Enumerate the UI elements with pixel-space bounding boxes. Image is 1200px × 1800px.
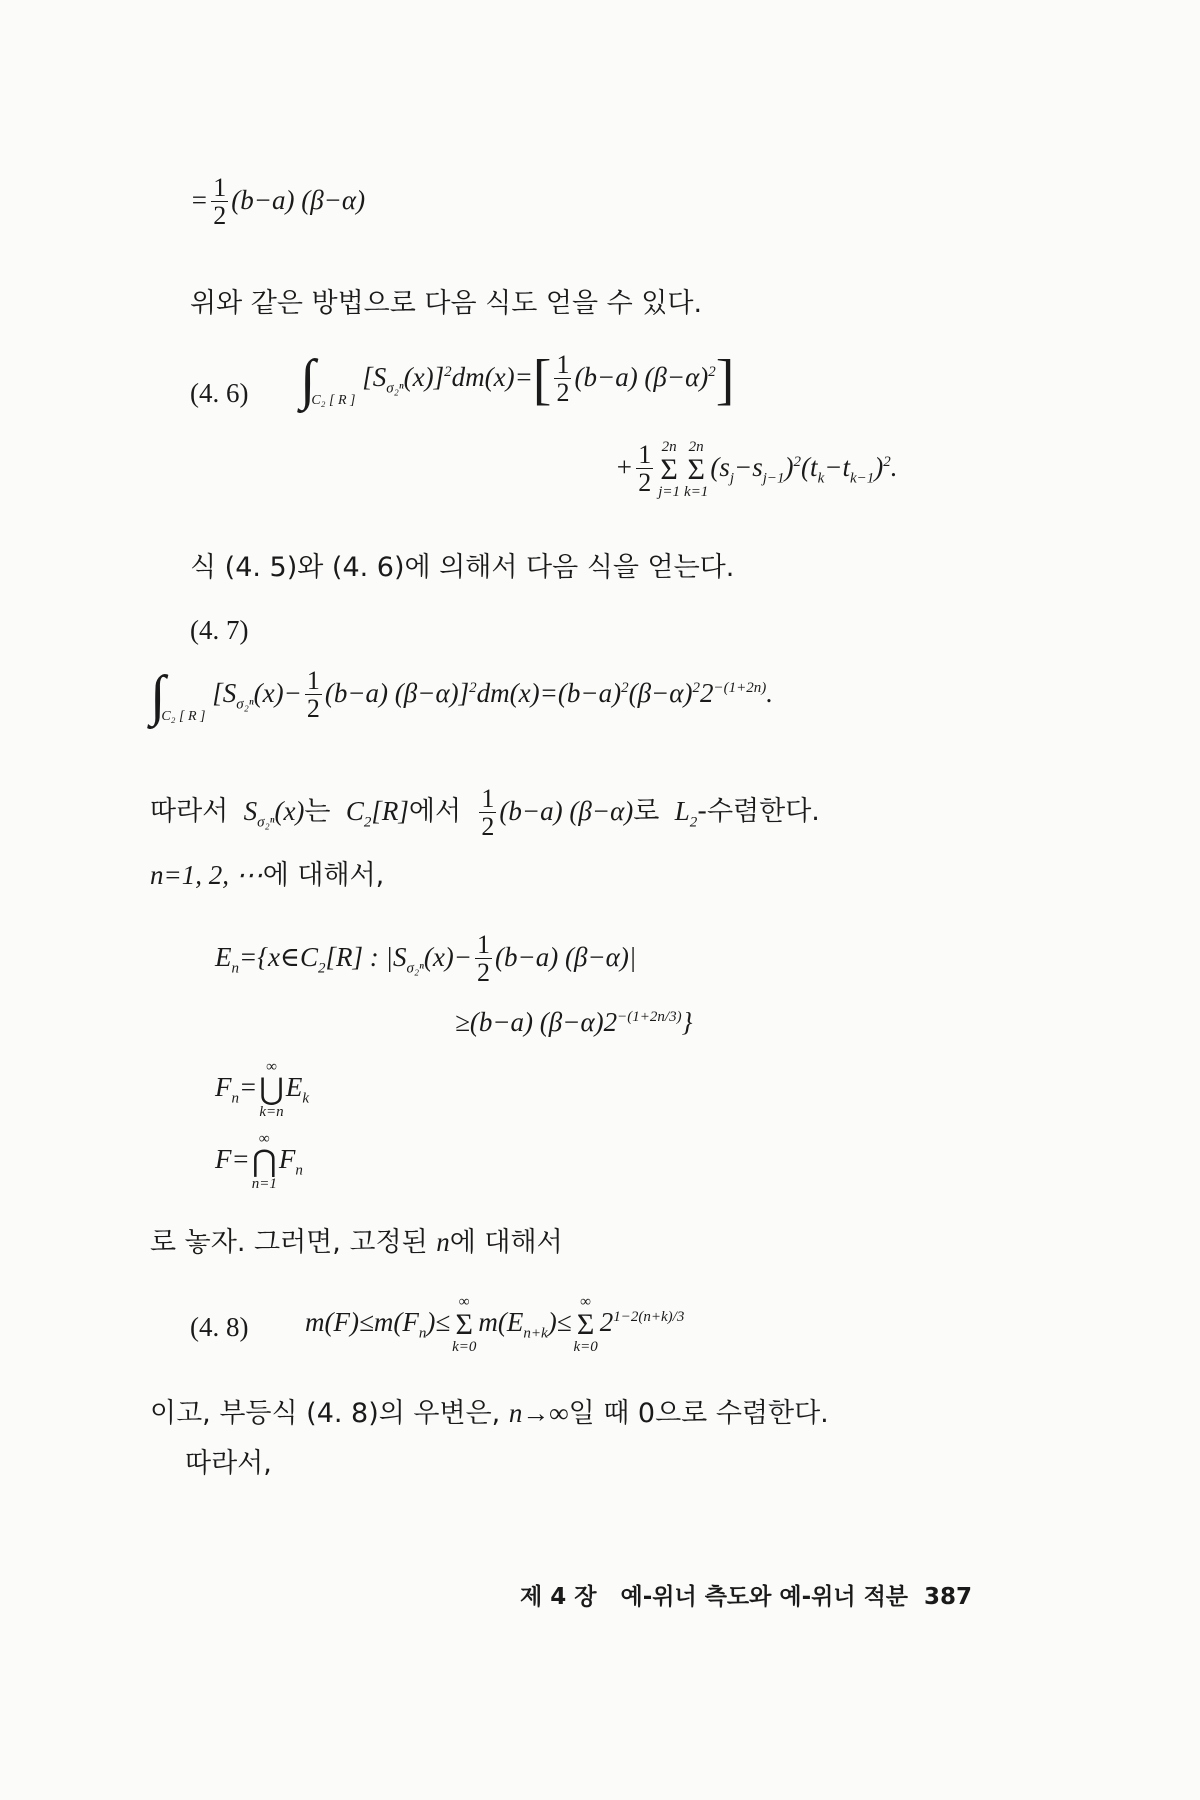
text-line-3-c: 에서 <box>408 796 462 827</box>
page-number: 387 <box>924 1584 973 1610</box>
equation-en-part-2: ≥(b−a) $(\beta-\alpha)2^{-(1+2n/3)}$} <box>455 1007 693 1037</box>
equation-4-6-part-2: + $\frac{1}{2}$ 2n Σ j=1 2n Σ k=1 $(s_j-s_{j-1})^2(t_k-t_{k-1})^2$. <box>615 439 898 500</box>
text-line-3-e: -수렴한다. <box>697 796 820 827</box>
text-line-4: n=1, 2, ⋯에 대해서, <box>150 860 385 891</box>
text-line-3: 따라서 $S_{\sigma_2^n}(x)$는 $C_2[R]$에서 $\frac{1}{2}$ (b−a) (β−α)로 $L_2-$수렴한다. <box>150 784 820 841</box>
page-footer <box>520 1578 972 1611</box>
equation-top: = $\frac{1}{2}$ (b−a) (β−α) <box>190 173 366 230</box>
text-line-2: 식 (4. 5)와 (4. 6)에 의해서 다음 식을 얻는다. <box>190 552 735 583</box>
equation-4-8: $m(F)\le m(F_n)\le$ ∞ Σ k=0 $m(E_{n+k})\le$ ∞ Σ k=0 $2^{1-2(n+k)/3}$ <box>305 1294 685 1355</box>
text-line-6-a: 이고, 부등식 (4. 8)의 우변은, <box>150 1398 501 1429</box>
equation-en-part-1: $E_n=\{x\in C_2[R]$ : $|S_{\sigma_2^n}(x)-$ $\frac{1}{2}$ (b−a) (β−α)| <box>215 930 637 987</box>
text-line-6-b: 일 때 0으로 수렴한다. <box>568 1398 829 1429</box>
equation-label-4-7: (4. 7) <box>190 615 249 645</box>
equation-f: F= ∞ ⋂ n=1 $F_n$ <box>215 1131 303 1192</box>
text-line-1: 위와 같은 방법으로 다음 식도 얻을 수 있다. <box>190 288 703 319</box>
text-line-5-b: 에 대해서 <box>449 1227 563 1258</box>
text-line-7: 따라서, <box>185 1448 272 1479</box>
footer-title: 예-위너 측도와 예-위너 적분 <box>620 1584 909 1610</box>
equation-4-6-part-1: $\int_{C_2 [ R ]}$ $[S_{\sigma_2^n}(x)]^2dm(x)=$[ $\frac{1}{2}$ (b−a) $(\beta-\alpha)^2$] <box>300 349 735 411</box>
equation-fn: $F_n=$ ∞ ⋃ k=n $E_k$ <box>215 1059 310 1120</box>
text-line-3-b: 는 <box>304 796 331 827</box>
text-line-5: 로 놓자. 그러면, 고정된 n에 대해서 <box>150 1227 563 1258</box>
text-line-5-a: 로 놓자. 그러면, 고정된 <box>150 1227 428 1258</box>
equation-label-4-8: (4. 8) <box>190 1312 249 1342</box>
equation-label-4-6: (4. 6) <box>190 378 249 408</box>
text-line-3-d: 로 <box>633 796 660 827</box>
footer-chapter: 제 4 장 <box>520 1584 597 1610</box>
text-line-3-a: 따라서 <box>150 796 229 827</box>
text-line-4-b: 에 대해서, <box>262 860 385 891</box>
text-line-6: 이고, 부등식 (4. 8)의 우변은, n→∞일 때 0으로 수렴한다. <box>150 1398 829 1429</box>
equation-4-7: $\int_{C_2 [ R ]}$ [$S_{\sigma_2^n}(x)-$ $\frac{1}{2}$ (b−a) $(\beta-\alpha)]^2dm(x)=(b-a)^2(\beta-\alpha)^22^{-(1+2n)}$. <box>150 665 773 727</box>
